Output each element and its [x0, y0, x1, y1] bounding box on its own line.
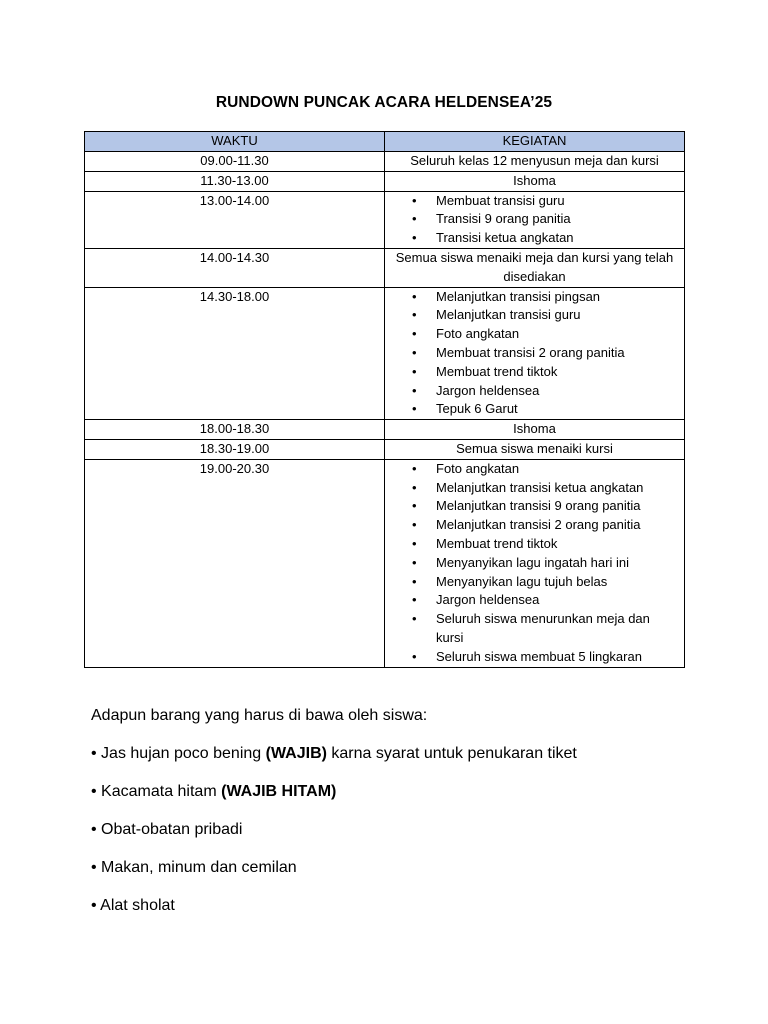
list-item: • Jargon heldensea	[385, 591, 680, 610]
list-item: • Melanjutkan transisi 2 orang panitia	[385, 516, 680, 535]
list-item: • Membuat trend tiktok	[385, 535, 680, 554]
page-title: RUNDOWN PUNCAK ACARA HELDENSEA’25	[215, 94, 553, 111]
items-to-bring	[91, 706, 691, 934]
rundown-table	[84, 131, 685, 668]
activity-list	[385, 192, 680, 248]
list-item: • Seluruh siswa membuat 5 lingkaran	[385, 648, 680, 667]
table-row	[85, 191, 685, 248]
activity-list	[385, 460, 680, 667]
note-item	[91, 782, 691, 801]
row-time: 11.30-13.00	[85, 171, 385, 191]
note-emphasis: (WAJIB)	[265, 745, 327, 762]
note-item	[91, 820, 691, 839]
note-text: • Obat-obatan pribadi	[91, 821, 243, 838]
row-time: 14.00-14.30	[85, 248, 385, 287]
note-text: • Alat sholat	[91, 897, 175, 914]
note-emphasis: (WAJIB HITAM)	[221, 783, 337, 800]
list-item: • Melanjutkan transisi pingsan	[385, 288, 680, 307]
row-time: 09.00-11.30	[85, 152, 385, 172]
note-text: • Jas hujan poco bening	[91, 745, 266, 762]
list-item: • Transisi 9 orang panitia	[385, 210, 680, 229]
note-item	[91, 896, 691, 915]
row-activity-list	[385, 459, 685, 667]
row-activity: Semua siswa menaiki meja dan kursi yang telah disediakan	[385, 248, 685, 287]
list-item: • Transisi ketua angkatan	[385, 229, 680, 248]
row-activity-list	[385, 191, 685, 248]
note-item	[91, 744, 691, 763]
note-text: • Kacamata hitam	[91, 783, 222, 800]
table-row	[85, 248, 685, 287]
table-row	[85, 439, 685, 459]
row-activity: Ishoma	[385, 171, 685, 191]
row-time: 19.00-20.30	[85, 459, 385, 667]
list-item: • Membuat transisi 2 orang panitia	[385, 344, 680, 363]
list-item: • Foto angkatan	[385, 460, 680, 479]
row-activity-list	[385, 287, 685, 420]
list-item: • Tepuk 6 Garut	[385, 400, 680, 419]
row-time: 18.30-19.00	[85, 439, 385, 459]
list-item: • Foto angkatan	[385, 325, 680, 344]
list-item: • Membuat trend tiktok	[385, 363, 680, 382]
row-time: 18.00-18.30	[85, 420, 385, 440]
table-header-row	[85, 132, 685, 152]
activity-list	[385, 288, 680, 420]
note-item	[91, 858, 691, 877]
table-row	[85, 171, 685, 191]
list-item: • Seluruh siswa menurunkan meja dan kursi	[385, 610, 680, 648]
table-row	[85, 152, 685, 172]
note-text-suffix: karna syarat untuk penukaran tiket	[326, 745, 577, 762]
list-item: • Melanjutkan transisi ketua angkatan	[385, 479, 680, 498]
table-row	[85, 459, 685, 667]
notes-intro: Adapun barang yang harus di bawa oleh siswa:	[91, 707, 428, 724]
list-item: • Menyanyikan lagu tujuh belas	[385, 573, 680, 592]
table-row	[85, 287, 685, 420]
list-item: • Jargon heldensea	[385, 382, 680, 401]
row-time: 13.00-14.00	[85, 191, 385, 248]
list-item: • Membuat transisi guru	[385, 192, 680, 211]
row-activity: Ishoma	[385, 420, 685, 440]
header-waktu: WAKTU	[85, 132, 385, 152]
row-time: 14.30-18.00	[85, 287, 385, 420]
list-item: • Menyanyikan lagu ingatah hari ini	[385, 554, 680, 573]
note-text: • Makan, minum dan cemilan	[91, 859, 297, 876]
list-item: • Melanjutkan transisi 9 orang panitia	[385, 497, 680, 516]
row-activity: Semua siswa menaiki kursi	[385, 439, 685, 459]
table-row	[85, 420, 685, 440]
list-item: • Melanjutkan transisi guru	[385, 306, 680, 325]
header-kegiatan: KEGIATAN	[385, 132, 685, 152]
row-activity: Seluruh kelas 12 menyusun meja dan kursi	[385, 152, 685, 172]
